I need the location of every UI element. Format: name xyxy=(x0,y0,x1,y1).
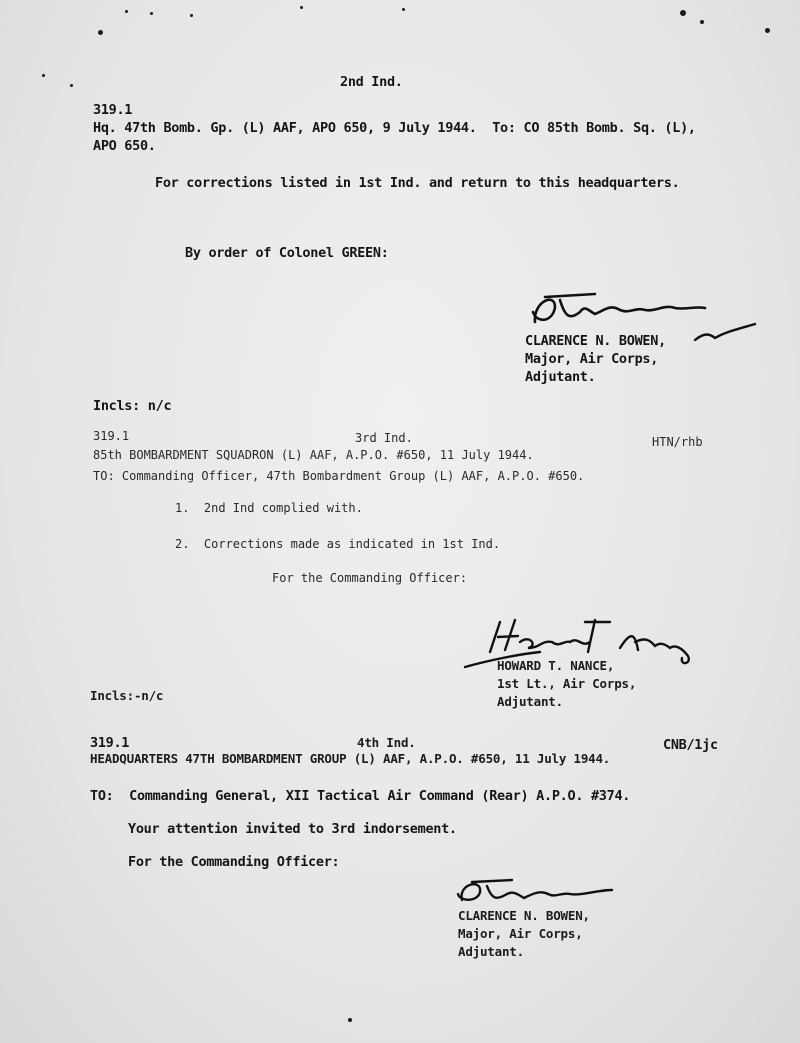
scan-speck xyxy=(70,84,73,87)
second-ind-order-line: By order of Colonel GREEN: xyxy=(185,245,389,261)
third-ind-enclosures: Incls:-n/c xyxy=(90,688,164,703)
third-ind-initials: HTN/rhb xyxy=(652,435,703,449)
scan-speck xyxy=(125,10,128,13)
scan-speck xyxy=(300,6,303,9)
fourth-ind-signer-name: CLARENCE N. BOWEN, xyxy=(458,908,590,923)
third-ind-signer-rank: 1st Lt., Air Corps, xyxy=(497,676,637,691)
fourth-ind-from-line: HEADQUARTERS 47TH BOMBARDMENT GROUP (L) AAF, A.P.O. #650, 11 July 1944. xyxy=(90,751,611,766)
second-ind-body: For corrections listed in 1st Ind. and return to this headquarters. xyxy=(155,175,680,191)
second-ind-file-no: 319.1 xyxy=(93,102,133,118)
fourth-ind-for-co: For the Commanding Officer: xyxy=(128,854,340,870)
third-ind-item-2: 2. Corrections made as indicated in 1st Ind. xyxy=(175,537,501,551)
scan-speck xyxy=(98,30,103,35)
fourth-ind-file-no: 319.1 xyxy=(90,735,130,751)
second-ind-signer-title: Adjutant. xyxy=(525,369,596,385)
scan-speck xyxy=(42,74,45,77)
second-ind-signer-name: CLARENCE N. BOWEN, xyxy=(525,333,666,349)
fourth-ind-initials: CNB/1jc xyxy=(663,737,718,753)
fourth-ind-to-line: TO: Commanding General, XII Tactical Air Command (Rear) A.P.O. #374. xyxy=(90,788,631,804)
third-ind-to-line: TO: Commanding Officer, 47th Bombardment Group (L) AAF, A.P.O. #650. xyxy=(93,469,585,483)
scan-speck xyxy=(765,28,770,33)
scan-speck xyxy=(700,20,704,24)
fourth-ind-signer-rank: Major, Air Corps, xyxy=(458,926,583,941)
third-ind-file-no: 319.1 xyxy=(93,429,130,443)
third-ind-signer-title: Adjutant. xyxy=(497,694,563,709)
third-ind-signer-name: HOWARD T. NANCE, xyxy=(497,658,615,673)
second-ind-signer-rank: Major, Air Corps, xyxy=(525,351,659,367)
fourth-ind-heading: 4th Ind. xyxy=(357,735,416,750)
scan-speck xyxy=(680,10,686,16)
third-ind-for-co: For the Commanding Officer: xyxy=(272,571,468,585)
third-ind-heading: 3rd Ind. xyxy=(355,431,413,445)
fourth-ind-signer-title: Adjutant. xyxy=(458,944,524,959)
second-ind-heading: 2nd Ind. xyxy=(340,74,403,90)
scan-speck xyxy=(190,14,193,17)
scan-speck xyxy=(150,12,153,15)
scan-speck xyxy=(348,1018,352,1022)
signature-bowen-2 xyxy=(452,872,622,912)
third-ind-item-1: 1. 2nd Ind complied with. xyxy=(175,501,363,515)
fourth-ind-attention: Your attention invited to 3rd indorsement. xyxy=(128,821,457,837)
third-ind-from-line: 85th BOMBARDMENT SQUADRON (L) AAF, A.P.O. #650, 11 July 1944. xyxy=(93,448,534,462)
second-ind-address-line1: Hq. 47th Bomb. Gp. (L) AAF, APO 650, 9 July 1944. To: CO 85th Bomb. Sq. (L), xyxy=(93,120,696,136)
second-ind-address-line2: APO 650. xyxy=(93,138,156,154)
scan-speck xyxy=(402,8,405,11)
second-ind-enclosures: Incls: n/c xyxy=(93,398,172,414)
